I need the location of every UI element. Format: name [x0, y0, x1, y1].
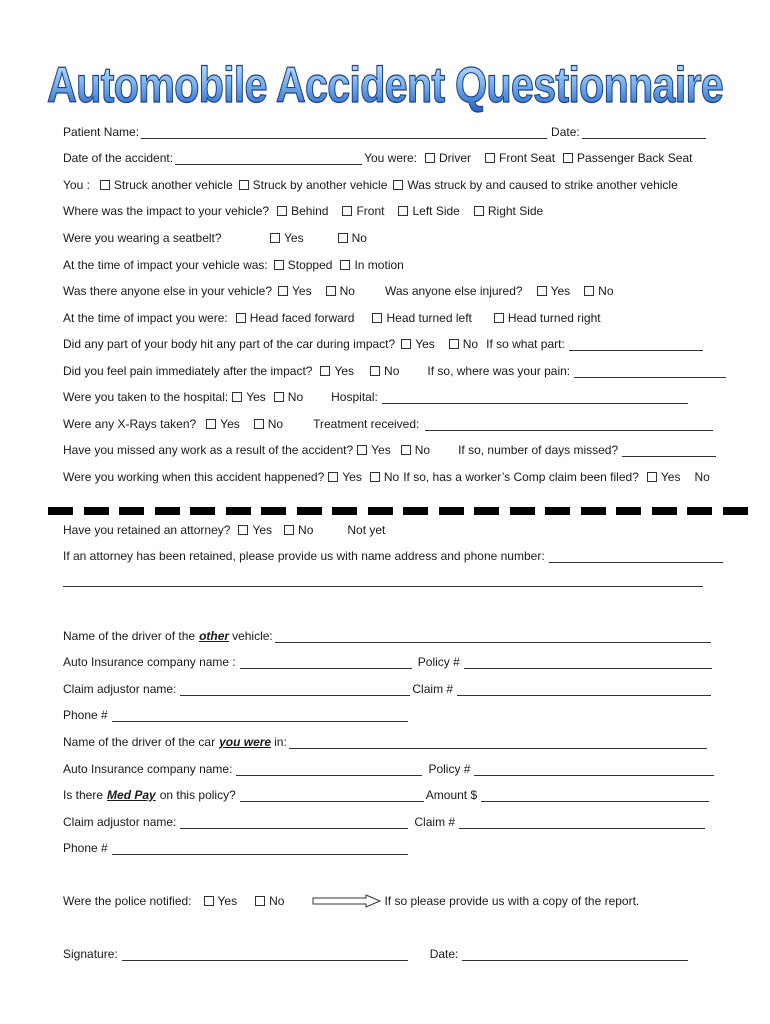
you-were-label: You were:: [364, 151, 418, 165]
other-driver-label-pre: Name of the driver of the: [63, 629, 196, 643]
separator-dash: [368, 507, 393, 515]
vehicle-state-row: [63, 256, 404, 274]
working-label: Were you working when this accident happened?: [63, 470, 325, 484]
signature-date-label: Date:: [429, 947, 459, 961]
head-row: [63, 309, 601, 327]
separator-dash: [545, 507, 570, 515]
accident-date-field[interactable]: [175, 151, 362, 165]
medpay-label-em: Med Pay: [107, 788, 156, 802]
other-phone-label: Phone #: [63, 708, 108, 722]
hospital-no-checkbox[interactable]: [274, 392, 284, 402]
front-seat-option[interactable]: Front Seat: [485, 149, 555, 167]
own-insurance-label: Auto Insurance company name:: [63, 762, 233, 776]
body-hit-yes-checkbox[interactable]: [401, 339, 411, 349]
own-phone-field[interactable]: [112, 841, 408, 855]
dashed-separator: [48, 507, 728, 517]
attorney-info-label: If an attorney has been retained, please provide us with name address and phone number:: [63, 549, 545, 563]
others-no-option[interactable]: No: [326, 282, 355, 300]
others-yes-option[interactable]: Yes: [278, 282, 312, 300]
attorney-info-row: [63, 547, 725, 565]
pain-row: [63, 362, 728, 380]
police-row: [63, 892, 639, 910]
impact-behind-checkbox[interactable]: [277, 206, 287, 216]
treatment-label: Treatment received:: [313, 417, 420, 431]
attorney-row: [63, 521, 385, 539]
struck-another-checkbox[interactable]: [100, 180, 110, 190]
patient-name-label: Patient Name:: [63, 125, 140, 139]
attorney-no-option[interactable]: No: [284, 521, 313, 539]
own-claim-field[interactable]: [459, 815, 705, 829]
pain-where-label: If so, where was your pain:: [427, 364, 571, 378]
patient-name-field[interactable]: [141, 125, 547, 139]
others-row: [63, 282, 614, 300]
separator-dash: [119, 507, 144, 515]
impact-behind-option[interactable]: Behind: [277, 202, 328, 220]
hospital-name-field[interactable]: [382, 390, 688, 404]
separator-dash: [616, 507, 641, 515]
others-no-checkbox[interactable]: [326, 286, 336, 296]
comp-claim-yes-option[interactable]: Yes: [647, 468, 681, 486]
attorney-not-yet[interactable]: Not yet: [347, 523, 386, 537]
hospital-name-label: Hospital:: [331, 390, 378, 404]
accident-row: [63, 149, 692, 167]
accident-date-label: Date of the accident:: [63, 151, 174, 165]
other-adjustor-label: Claim adjustor name:: [63, 682, 177, 696]
other-claim-field[interactable]: [457, 682, 711, 696]
signature-row: [63, 945, 690, 963]
hospital-q-label: Were you taken to the hospital:: [63, 390, 229, 404]
separator-dash: [403, 507, 428, 515]
pain-yes-checkbox[interactable]: [320, 366, 330, 376]
others-label: Was there anyone else in your vehicle?: [63, 284, 273, 298]
impact-right-checkbox[interactable]: [474, 206, 484, 216]
amount-field[interactable]: [481, 788, 709, 802]
date-field[interactable]: [582, 125, 706, 139]
struck-by-checkbox[interactable]: [239, 180, 249, 190]
separator-dash: [510, 507, 535, 515]
date-label: Date:: [551, 125, 580, 139]
separator-dash: [581, 507, 606, 515]
body-part-label: If so what part:: [486, 337, 565, 351]
stopped-checkbox[interactable]: [274, 260, 284, 270]
other-claim-label: Claim #: [412, 682, 454, 696]
attorney-info-field-2[interactable]: [63, 586, 703, 587]
working-no-checkbox[interactable]: [370, 472, 380, 482]
own-driver-row: [63, 733, 709, 751]
xray-label: Were any X-Rays taken?: [63, 417, 197, 431]
stopped-option[interactable]: Stopped: [274, 256, 333, 274]
body-hit-no-checkbox[interactable]: [449, 339, 459, 349]
own-phone-label: Phone #: [63, 841, 108, 855]
own-adjustor-label: Claim adjustor name:: [63, 815, 177, 829]
separator-dash: [155, 507, 180, 515]
struck-by-option[interactable]: Struck by another vehicle: [239, 176, 388, 194]
pain-yes-option[interactable]: Yes: [320, 362, 354, 380]
own-insurance-field[interactable]: [236, 762, 422, 776]
missed-work-yes-option[interactable]: Yes: [357, 441, 391, 459]
you-row: [63, 176, 678, 194]
police-yes-option[interactable]: Yes: [204, 892, 238, 910]
in-motion-checkbox[interactable]: [340, 260, 350, 270]
separator-dash: [652, 507, 677, 515]
seatbelt-label: Were you wearing a seatbelt?: [63, 231, 222, 245]
pain-no-checkbox[interactable]: [370, 366, 380, 376]
signature-date-field[interactable]: [462, 947, 688, 961]
body-hit-no-option[interactable]: No: [449, 335, 478, 353]
own-driver-label-post: in:: [274, 735, 287, 749]
pain-where-field[interactable]: [574, 364, 726, 378]
head-right-checkbox[interactable]: [494, 313, 504, 323]
separator-dash: [261, 507, 286, 515]
other-policy-field[interactable]: [464, 655, 712, 669]
injured-yes-option[interactable]: Yes: [537, 282, 571, 300]
attorney-yes-option[interactable]: Yes: [238, 521, 272, 539]
pain-label: Did you feel pain immediately after the impact?: [63, 364, 313, 378]
own-adjustor-row: [63, 813, 707, 831]
treatment-field[interactable]: [425, 417, 713, 431]
attorney-info-field[interactable]: [549, 549, 723, 563]
other-adjustor-field[interactable]: [180, 682, 410, 696]
other-phone-row: [63, 706, 410, 724]
separator-dash: [474, 507, 499, 515]
head-label: At the time of impact you were:: [63, 311, 228, 325]
amount-label: Amount $: [425, 788, 478, 802]
front-seat-checkbox[interactable]: [485, 153, 495, 163]
you-label: You :: [63, 178, 90, 192]
own-policy-field[interactable]: [474, 762, 714, 776]
body-hit-label: Did any part of your body hit any part of the car during impact?: [63, 337, 396, 351]
separator-dash: [297, 507, 322, 515]
impact-front-option[interactable]: Front: [342, 202, 384, 220]
body-part-field[interactable]: [569, 337, 703, 351]
separator-dash: [723, 507, 748, 515]
comp-claim-yes-checkbox[interactable]: [647, 472, 657, 482]
missed-work-no-checkbox[interactable]: [401, 445, 411, 455]
head-right-option[interactable]: Head turned right: [494, 309, 601, 327]
head-left-checkbox[interactable]: [372, 313, 382, 323]
own-driver-field[interactable]: [289, 735, 707, 749]
body-hit-row: [63, 335, 705, 353]
medpay-label-pre: Is there: [63, 788, 104, 802]
other-phone-field[interactable]: [112, 708, 408, 722]
pain-no-option[interactable]: No: [370, 362, 399, 380]
separator-dash: [439, 507, 464, 515]
struck-caused-option[interactable]: Was struck by and caused to strike another vehicle: [393, 176, 677, 194]
missed-work-label: Have you missed any work as a result of the accident?: [63, 443, 354, 457]
other-adjustor-row: [63, 680, 713, 698]
other-policy-label: Policy #: [417, 655, 460, 669]
hospital-no-option[interactable]: No: [274, 388, 303, 406]
days-missed-label: If so, number of days missed?: [458, 443, 619, 457]
other-driver-field[interactable]: [275, 629, 711, 643]
head-left-option[interactable]: Head turned left: [372, 309, 471, 327]
working-row: [63, 468, 710, 486]
separator-dash: [332, 507, 357, 515]
signature-field[interactable]: [122, 947, 408, 961]
xray-yes-checkbox[interactable]: [206, 419, 216, 429]
body-hit-yes-option[interactable]: Yes: [401, 335, 435, 353]
other-insurance-row: [63, 653, 714, 671]
medpay-row: [63, 786, 711, 804]
other-driver-row: [63, 627, 713, 645]
struck-another-option[interactable]: Struck another vehicle: [100, 176, 233, 194]
own-policy-label: Policy #: [428, 762, 471, 776]
patient-row: [63, 123, 708, 141]
impact-label: Where was the impact to your vehicle?: [63, 204, 270, 218]
seatbelt-row: [63, 229, 367, 247]
days-missed-field[interactable]: [622, 443, 716, 457]
separator-dash: [190, 507, 215, 515]
police-yes-checkbox[interactable]: [204, 896, 214, 906]
separator-dash: [226, 507, 251, 515]
arrow-right-icon: [312, 894, 382, 908]
attorney-label: Have you retained an attorney?: [63, 523, 231, 537]
back-seat-option[interactable]: Passenger Back Seat: [563, 149, 692, 167]
own-insurance-row: [63, 760, 716, 778]
attorney-yes-checkbox[interactable]: [238, 525, 248, 535]
police-no-checkbox[interactable]: [255, 896, 265, 906]
separator-dash: [687, 507, 712, 515]
seatbelt-no-option[interactable]: No: [338, 229, 367, 247]
working-yes-checkbox[interactable]: [328, 472, 338, 482]
seatbelt-yes-checkbox[interactable]: [270, 233, 280, 243]
xray-no-checkbox[interactable]: [254, 419, 264, 429]
struck-caused-checkbox[interactable]: [393, 180, 403, 190]
driver-checkbox[interactable]: [425, 153, 435, 163]
impact-left-option[interactable]: Left Side: [398, 202, 459, 220]
in-motion-option[interactable]: In motion: [340, 256, 403, 274]
other-driver-label-post: vehicle:: [232, 629, 273, 643]
driver-option[interactable]: Driver: [425, 149, 471, 167]
hospital-row: [63, 388, 690, 406]
own-adjustor-field[interactable]: [180, 815, 408, 829]
injured-no-option[interactable]: No: [584, 282, 613, 300]
xray-yes-option[interactable]: Yes: [206, 415, 240, 433]
back-seat-checkbox[interactable]: [563, 153, 573, 163]
medpay-label-post: on this policy?: [159, 788, 236, 802]
police-label: Were the police notified:: [63, 894, 192, 908]
separator-dash: [48, 507, 73, 515]
signature-label: Signature:: [63, 947, 118, 961]
impact-front-checkbox[interactable]: [342, 206, 352, 216]
attorney-no-checkbox[interactable]: [284, 525, 294, 535]
others-yes-checkbox[interactable]: [278, 286, 288, 296]
other-insurance-field[interactable]: [240, 655, 412, 669]
missed-work-no-option[interactable]: No: [401, 441, 430, 459]
head-forward-option[interactable]: Head faced forward: [236, 309, 355, 327]
hospital-yes-option[interactable]: Yes: [232, 388, 266, 406]
head-forward-checkbox[interactable]: [236, 313, 246, 323]
injured-label: Was anyone else injured?: [384, 284, 523, 298]
working-yes-option[interactable]: Yes: [328, 468, 362, 486]
working-no-option[interactable]: No: [370, 468, 399, 486]
police-no-option[interactable]: No: [255, 892, 284, 910]
other-driver-label-em: other: [199, 629, 230, 643]
seatbelt-yes-option[interactable]: Yes: [270, 229, 304, 247]
page-title: [0, 52, 770, 116]
missed-work-yes-checkbox[interactable]: [357, 445, 367, 455]
impact-right-option[interactable]: Right Side: [474, 202, 543, 220]
police-note: If so please provide us with a copy of the report.: [384, 894, 640, 908]
own-driver-label-em: you were: [219, 735, 272, 749]
other-insurance-label: Auto Insurance company name :: [63, 655, 236, 669]
xray-no-option[interactable]: No: [254, 415, 283, 433]
page-title-text: Automobile Accident Questionnaire: [47, 57, 724, 113]
hospital-yes-checkbox[interactable]: [232, 392, 242, 402]
own-claim-label: Claim #: [414, 815, 456, 829]
impact-row: [63, 202, 543, 220]
comp-claim-no-option[interactable]: No: [694, 470, 710, 484]
medpay-field[interactable]: [240, 788, 424, 802]
own-driver-label-pre: Name of the driver of the car: [63, 735, 216, 749]
vehicle-state-label: At the time of impact your vehicle was:: [63, 258, 268, 272]
missed-work-row: [63, 441, 718, 459]
injured-yes-checkbox[interactable]: [537, 286, 547, 296]
comp-claim-label: If so, has a worker’s Comp claim been filed?: [403, 470, 639, 484]
own-phone-row: [63, 839, 410, 857]
xray-row: [63, 415, 715, 433]
injured-no-checkbox[interactable]: [584, 286, 594, 296]
impact-left-checkbox[interactable]: [398, 206, 408, 216]
seatbelt-no-checkbox[interactable]: [338, 233, 348, 243]
separator-dash: [84, 507, 109, 515]
